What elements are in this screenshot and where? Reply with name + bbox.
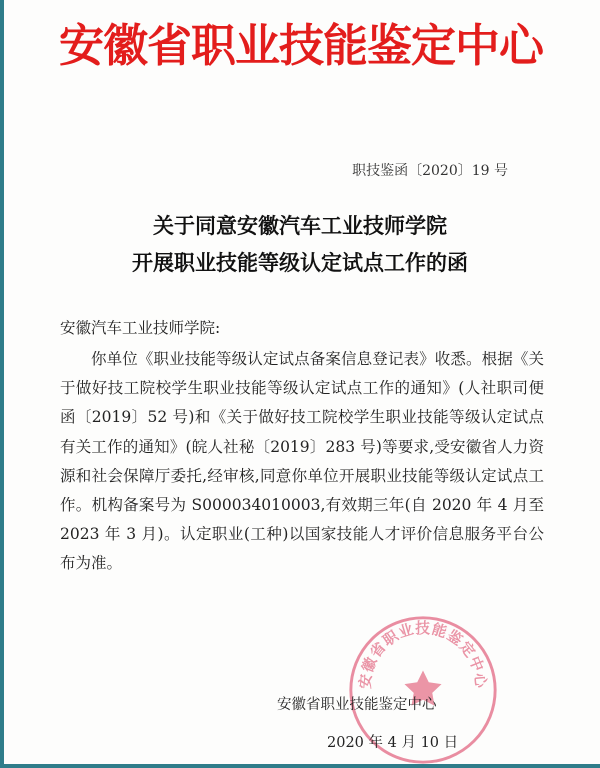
salutation: 安徽汽车工业技师学院: <box>60 319 221 337</box>
body-paragraph: 你单位《职业技能等级认定试点备案信息登记表》收悉。根据《关于做好技工院校学生职业技能等级认定试点工作的通知》(人社职司便函〔2019〕52 号)和《关于做好技工院校学生职业技能等级认定试点有关工作的通知》(皖人社秘〔2019〕283 号)等要求,受安徽省人力资源和社会保障厅委托,经审核,同意你单位开展职业技能等级认定试点工作。机构备案号为 S000034010003,有效期三年(自 2020 年 4 月至 2023 年 3 月)。认定职业(工种)以国家技能人才评价信息服务平台公布为准。 <box>60 350 544 573</box>
scan-edge-left <box>0 0 4 768</box>
document-title-line-1: 关于同意安徽汽车工业技师学院 <box>153 213 447 238</box>
letterhead-title: 安徽省职业技能鉴定中心 <box>58 19 543 72</box>
issue-date: 2020 年 4 月 10 日 <box>327 735 459 751</box>
signer-organization: 安徽省职业技能鉴定中心 <box>277 697 437 713</box>
document-title-line-2: 开展职业技能等级认定试点工作的函 <box>132 250 468 275</box>
scan-edge-bottom <box>0 764 600 768</box>
seal-text: 安徽省职业技能鉴定中心 <box>356 620 490 690</box>
document-number: 职技鉴函〔2020〕19 号 <box>352 163 508 179</box>
